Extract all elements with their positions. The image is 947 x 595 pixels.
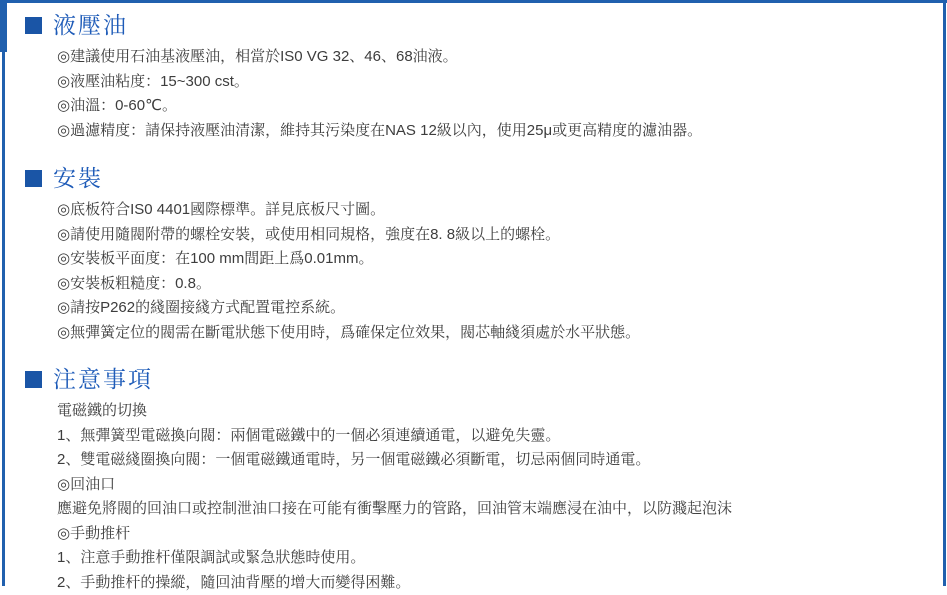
section-title: 液壓油 [53, 14, 128, 37]
spec-line: ◎過濾精度：請保持液壓油清潔，維持其污染度在NAS 12級以內，使用25μ或更高精度的濾油器。 [57, 119, 933, 144]
section-title: 注意事項 [53, 368, 153, 391]
note-line: 1、注意手動推杆僅限調試或緊急狀態時使用。 [57, 546, 933, 571]
spec-line: ◎安裝板粗糙度：0.8。 [57, 272, 933, 297]
section-installation [25, 163, 933, 345]
section-body [57, 198, 933, 345]
note-line: 2、雙電磁綫圈換向閥：一個電磁鐵通電時，另一個電磁鐵必須斷電，切忌兩個同時通電。 [57, 448, 933, 473]
note-line: 應避免將閥的回油口或控制泄油口接在可能有衝擊壓力的管路，回油管末端應浸在油中，以防濺起泡沫 [57, 497, 933, 522]
right-border-line [943, 0, 946, 586]
section-square-bullet-icon [25, 371, 42, 388]
note-line: 2、手動推杆的操縱，隨回油背壓的增大而變得困難。 [57, 571, 933, 595]
note-line: 電磁鐵的切換 [57, 399, 933, 424]
left-border-bar [0, 0, 7, 52]
spec-line: ◎請按P262的綫圈接綫方式配置電控系統。 [57, 296, 933, 321]
spec-line: ◎安裝板平面度：在100 mm間距上爲0.01mm。 [57, 247, 933, 272]
section-heading [25, 364, 933, 394]
section-square-bullet-icon [25, 17, 42, 34]
section-body [57, 45, 933, 143]
spec-line: ◎請使用隨閥附帶的螺栓安裝，或使用相同規格，強度在8. 8級以上的螺栓。 [57, 223, 933, 248]
note-line: ◎回油口 [57, 473, 933, 498]
section-heading [25, 163, 933, 193]
spec-line: ◎液壓油粘度：15~300 cst。 [57, 70, 933, 95]
section-body [57, 399, 933, 595]
spec-line: ◎油溫：0-60℃。 [57, 94, 933, 119]
left-border-line [2, 52, 5, 586]
spec-line: ◎建議使用石油基液壓油，相當於IS0 VG 32、46、68油液。 [57, 45, 933, 70]
section-heading [25, 10, 933, 40]
section-precautions [25, 364, 933, 595]
section-title: 安裝 [53, 167, 103, 190]
top-border-line [0, 0, 947, 3]
section-hydraulic-oil [25, 10, 933, 143]
note-line: 1、無彈簧型電磁換向閥：兩個電磁鐵中的一個必須連續通電，以避免失靈。 [57, 424, 933, 449]
note-line: ◎手動推杆 [57, 522, 933, 547]
spec-line: ◎無彈簧定位的閥需在斷電狀態下使用時，爲確保定位效果，閥芯軸綫須處於水平狀態。 [57, 321, 933, 346]
section-square-bullet-icon [25, 170, 42, 187]
spec-line: ◎底板符合IS0 4401國際標準。詳見底板尺寸圖。 [57, 198, 933, 223]
